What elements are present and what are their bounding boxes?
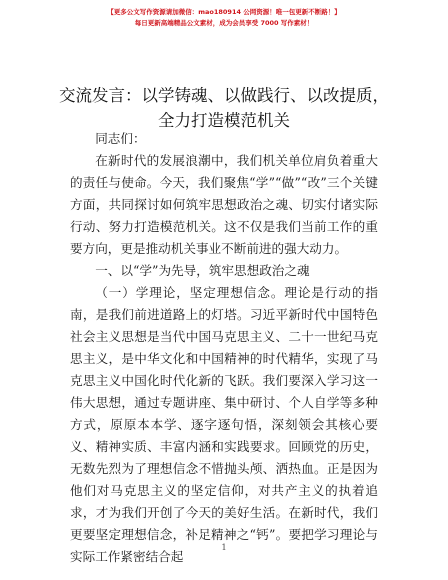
promo-banner-line-1: 【更多公文写作资源请加微信：mao180914 公网资源！唯一包更新不断路！】 bbox=[107, 8, 341, 16]
page-number: 1 bbox=[221, 543, 227, 552]
document-title-line-2: 全力打造模范机关 bbox=[158, 111, 290, 130]
promo-banner-line-2: 每日更新高端精品公文素材，成为会员享受 7000 写作素材！ bbox=[134, 19, 314, 27]
promo-banner bbox=[0, 7, 448, 29]
intro-paragraph: 在新时代的发展浪潮中，我们机关单位肩负着重大的责任与使命。今天，我们聚焦“学”“做”“改”三个关键方面，共同探讨如何筑牢思想政治之魂、切实付诸实际行动、努力打造模范机关。这不仅是我们当前工作的重要方向，更是推动机关事业不断前进的强大动力。 bbox=[70, 153, 378, 256]
body-paragraph-1: （一）学理论，坚定理想信念。理论是行动的指南，是我们前进道路上的灯塔。习近平新时代中国特色社会主义思想是当代中国马克思主义、二十一世纪马克思主义，是中华文化和中国精神的时代精华，实现了马克思主义中国化时代化新的飞跃。我们要深入学习这一伟大思想，通过专题讲座、集中研讨、个人自学等多种方式，原原本本学、逐字逐句悟，深刻领会其核心要义、精神实质、丰富内涵和实践要求。回顾党的历史，无数先烈为了理想信念不惜抛头颅、洒热血。正是因为他们对马克思主义的坚定信仰，对共产主义的执着追求，才为我们开创了今天的美好生活。在新时代，我们更要坚定理想信念，补足精神之“钙”。要把学习理论与实际工作紧密结合起 bbox=[70, 285, 378, 564]
section-heading-1: 一、以“学”为先导，筑牢思想政治之魂 bbox=[95, 263, 310, 278]
greeting: 同志们： bbox=[95, 131, 146, 146]
document-title bbox=[40, 83, 408, 133]
document-title-line-1: 交流发言：以学铸魂、以做践行、以改提质， bbox=[59, 86, 389, 105]
document-body bbox=[70, 128, 378, 568]
